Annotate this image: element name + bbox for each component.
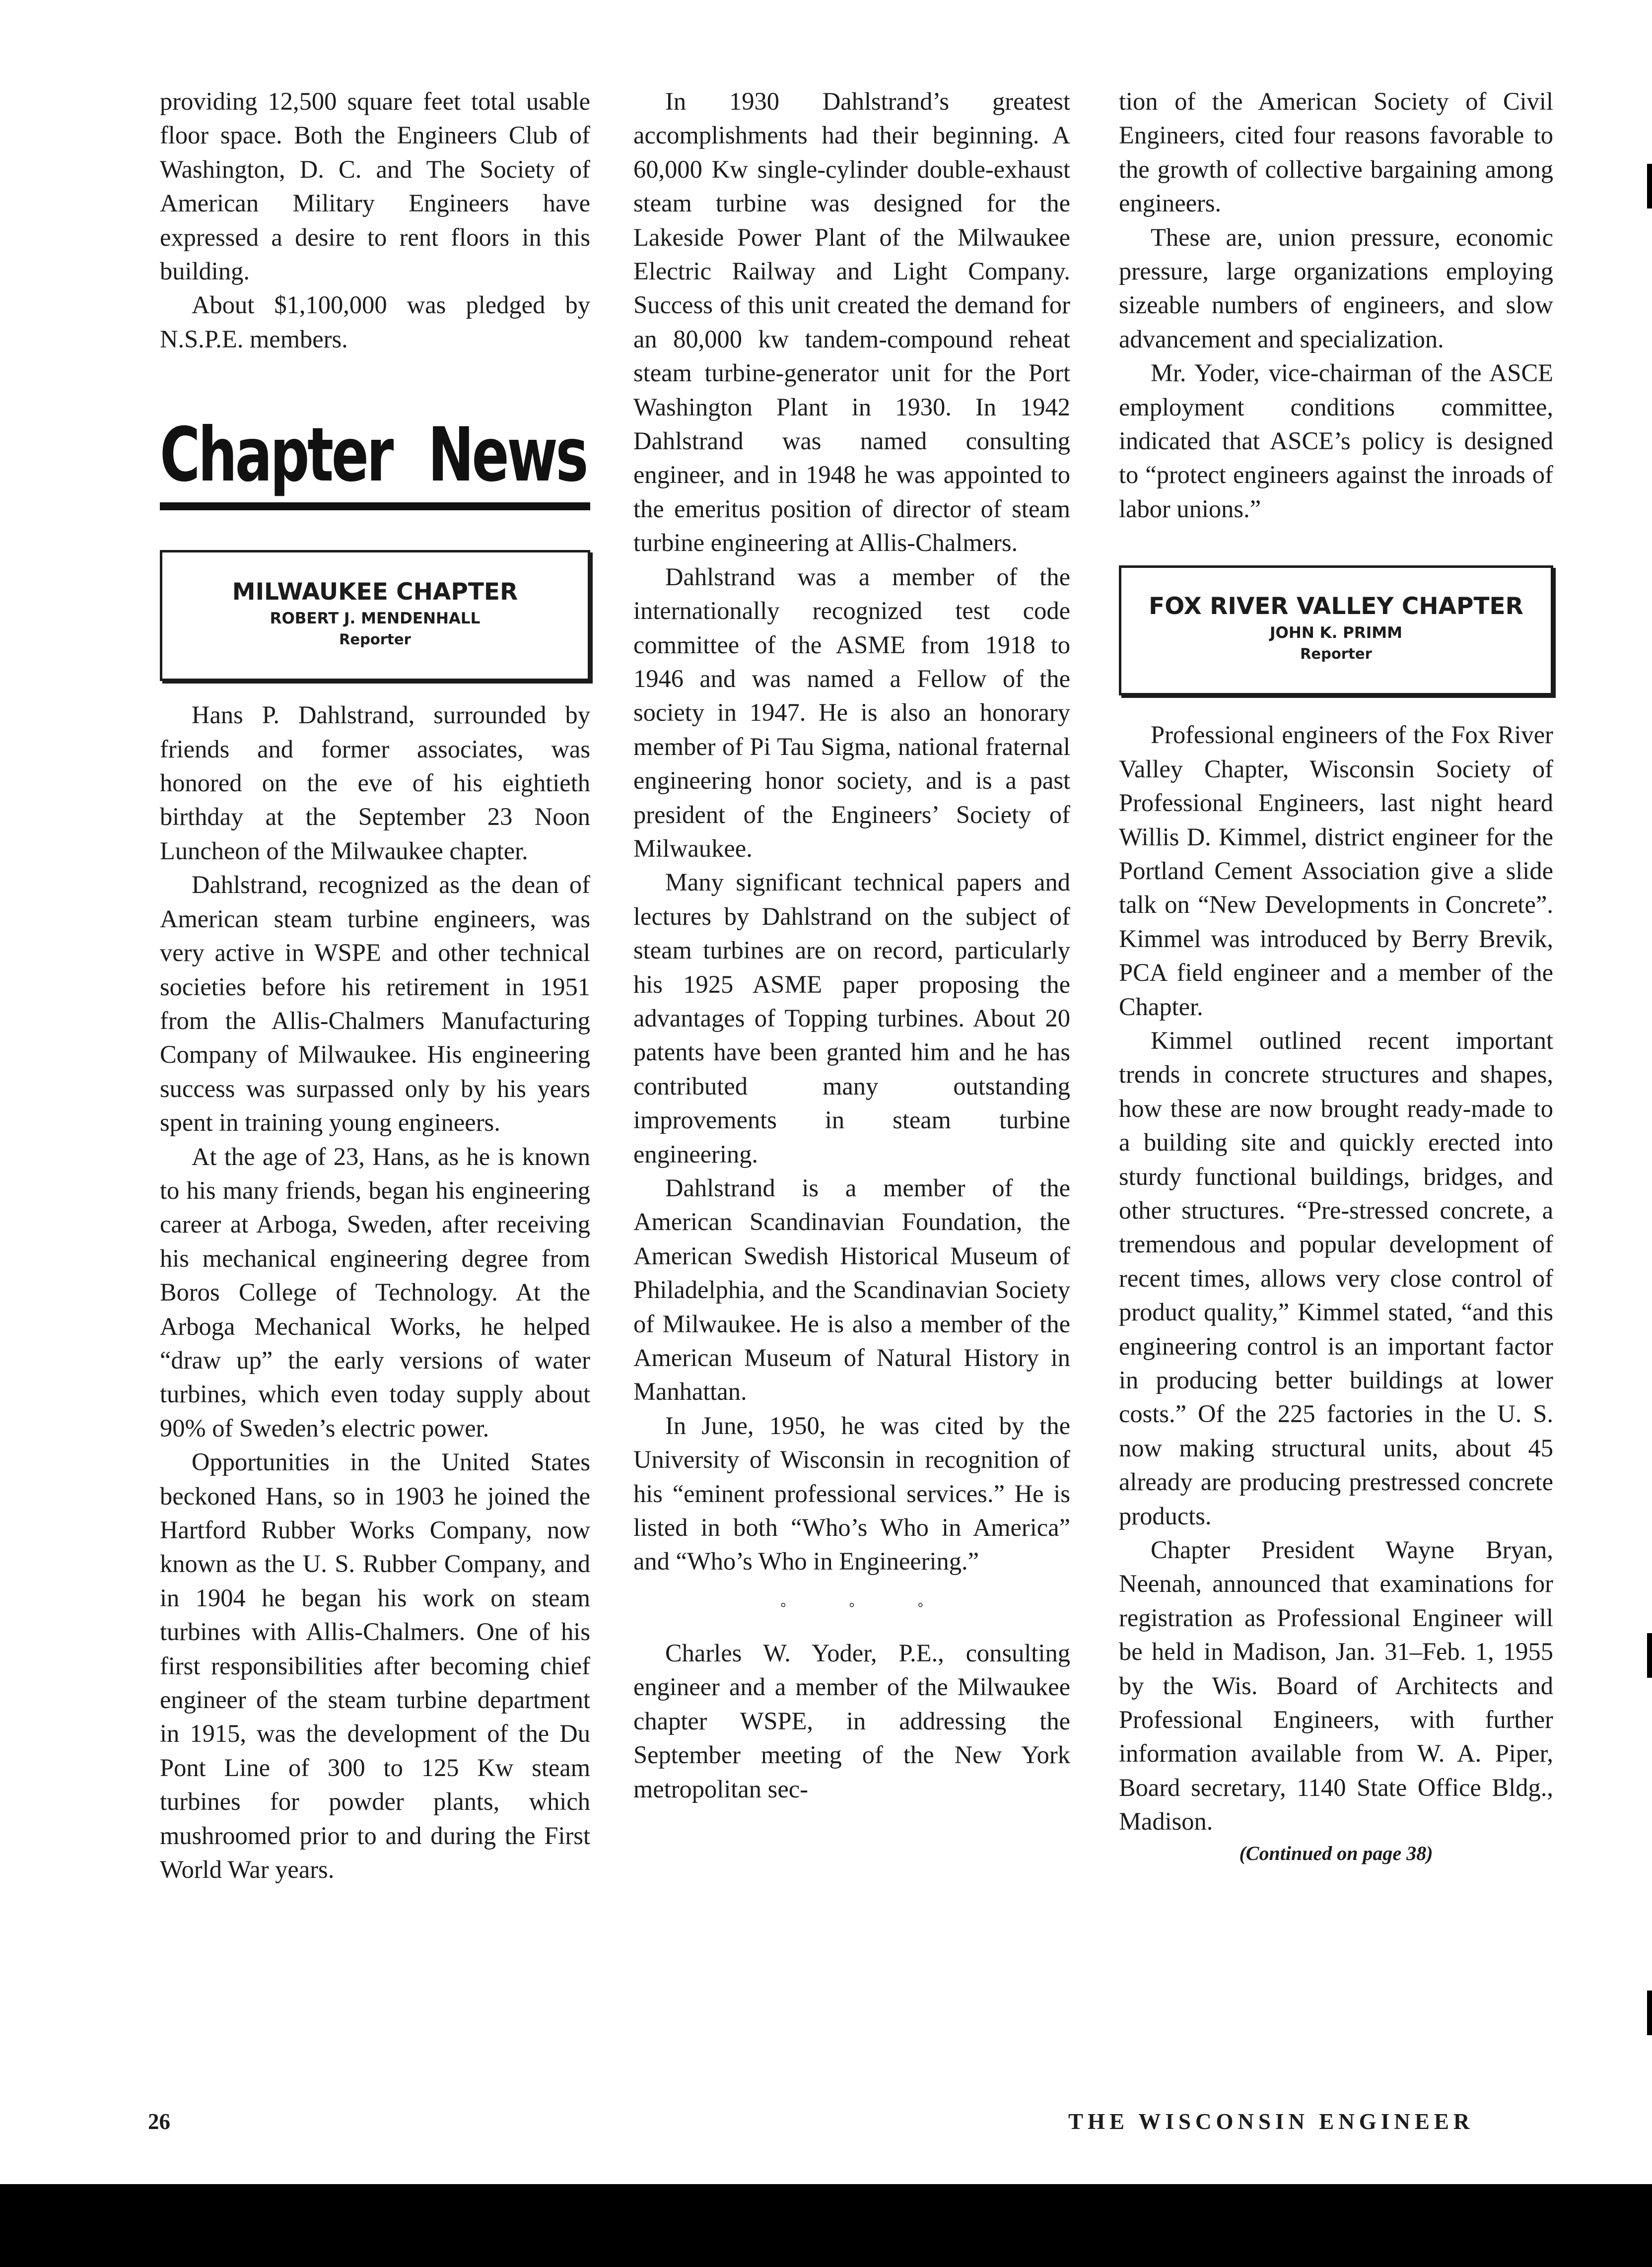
- paragraph: Mr. Yoder, vice-chairman of the ASCE employment conditions committee, indicated that ASCE’s policy is designed to “protect engineers against the inroads of labor unions.”: [1119, 359, 1553, 523]
- paragraph: In 1930 Dahlstrand’s greatest accomplishments had their beginning. A 60,000 Kw single-cylinder double-exhaust steam turbine was designed for the Lakeside Power Plant of the Milwaukee Electric Railway and Light Company. Success of this unit created the demand for an 80,000 kw tandem-compound reheat steam turbine-generator unit for the Port Washington Plant in 1930. In 1942 Dahlstrand was named consulting engineer, and in 1948 he was appointed to the emeritus position of director of steam turbine engineering at Allis-Chalmers.: [633, 87, 1070, 557]
- paragraph: About $1,100,000 was pledged by N.S.P.E. members.: [160, 291, 590, 353]
- reporter-role: Reporter: [339, 631, 411, 648]
- reporter-role: Reporter: [1300, 645, 1372, 663]
- section-heading: [160, 408, 590, 510]
- publication-title: THE WISCONSIN ENGINEER: [1068, 2109, 1474, 2134]
- paragraph: Dahlstrand, recognized as the dean of American steam turbine engineers, was very active in WSPE and other technical societies before his retirement in 1951 from the Allis-Chalmers Manufacturing Company of Milwaukee. His engineering success was surpassed only by his years spent in training young engineers.: [160, 871, 590, 1137]
- section-separator: ° ° °: [780, 1600, 953, 1616]
- column-1: [160, 84, 590, 1886]
- paragraph: These are, union pressure, economic pressure, large organizations employing sizeable numbers of engineers, and slow advancement and specialization.: [1119, 223, 1553, 353]
- paragraph: Kimmel outlined recent important trends in concrete structures and shapes, how these are now brought ready-made to a building site and quickly erected into sturdy functional buildings, bridges, and other structures. “Pre-stressed concrete, a tremendous and popular development of recent times, allows very close control of product quality,” Kimmel stated, “and this engineering control is an important factor in producing better buildings at lower costs.” Of the 225 factories in the U. S. now making structural units, about 45 already are producing prestressed concrete products.: [1119, 1026, 1553, 1530]
- continued-note: (Continued on page 38): [1239, 1842, 1433, 1864]
- page-number: 26: [148, 2109, 170, 2134]
- paragraph: In June, 1950, he was cited by the University of Wisconsin in recognition of his “eminent professional services.” He is listed in both “Who’s Who in America” and “Who’s Who in Engineering.”: [633, 1411, 1070, 1576]
- paragraph: Professional engineers of the Fox River Valley Chapter, Wisconsin Society of Professional Engineers, last night heard Willis D. Kimmel, district engineer for the Portland Cement Association give a slide talk on “New Developments in Concrete”. Kimmel was introduced by Berry Brevik, PCA field engineer and a member of the Chapter.: [1119, 721, 1553, 1021]
- paragraph: Opportunities in the United States beckoned Hans, so in 1903 he joined the Hartford Rubber Works Company, now known as the U. S. Rubber Company, and in 1904 he began his work on steam turbines with Allis-Chalmers. One of his first responsibilities after becoming chief engineer of the steam turbine department in 1915, was the development of the Du Pont Line of 300 to 125 Kw steam turbines for powder plants, which mushroomed prior to and during the First World War years.: [160, 1448, 590, 1884]
- chapter-name: MILWAUKEE CHAPTER: [232, 578, 518, 606]
- paragraph: At the age of 23, Hans, as he is known to his many friends, began his engineering career at Arboga, Sweden, after receiving his mechanical engineering degree from Boros College of Technology. At the Arboga Mechanical Works, he helped “draw up” the early versions of water turbines, which even today supply about 90% of Sweden’s electric power.: [160, 1142, 590, 1442]
- reporter-name: ROBERT J. MENDENHALL: [270, 610, 481, 628]
- paragraph: Dahlstrand was a member of the internationally recognized test code committee of the ASME from 1918 to 1946 and was named a Fellow of the society in 1947. He is also an honorary member of Pi Tau Sigma, national fraternal engineering honor society, and is a past president of the Engineers’ Society of Milwaukee.: [633, 562, 1070, 862]
- column-2: [633, 84, 1070, 1806]
- paragraph: tion of the American Society of Civil Engineers, cited four reasons favorable to the growth of collective bargaining among engineers.: [1119, 87, 1553, 217]
- paragraph: Hans P. Dahlstrand, surrounded by friends and former associates, was honored on the eve of his eightieth birthday at the September 23 Noon Luncheon of the Milwaukee chapter.: [160, 701, 590, 865]
- scan-edge-mark: [1647, 164, 1652, 208]
- paragraph: Charles W. Yoder, P.E., consulting engineer and a member of the Milwaukee chapter WSPE, in addressing the September meeting of the New York metropolitan sec-: [633, 1639, 1070, 1803]
- scan-edge-mark: [1647, 1991, 1652, 2035]
- heading-word-chapter: Chapter: [160, 412, 392, 499]
- paragraph: Chapter President Wayne Bryan, Neenah, announced that examinations for registration as Professional Engineer will be held in Madison, Jan. 31–Feb. 1, 1955 by the Wis. Board of Architects and Professional Engineers, with further information available from W. A. Piper, Board secretary, 1140 State Office Bldg., Madison.: [1119, 1536, 1553, 1836]
- paragraph: providing 12,500 square feet total usable floor space. Both the Engineers Club of Washington, D. C. and The Society of American Military Engineers have expressed a desire to rent floors in this building.: [160, 87, 590, 285]
- column-3: [1119, 84, 1553, 1868]
- scan-border: [0, 2184, 1652, 2267]
- paragraph: Dahlstrand is a member of the American Scandinavian Foundation, the American Swedish Historical Museum of Philadelphia, and the Scandinavian Society of Milwaukee. He is also a member of the American Museum of Natural History in Manhattan.: [633, 1174, 1070, 1406]
- reporter-name: JOHN K. PRIMM: [1270, 624, 1402, 642]
- scan-edge-mark: [1647, 1633, 1652, 1678]
- paragraph: Many significant technical papers and lectures by Dahlstrand on the subject of steam turbines are on record, particularly his 1925 ASME paper proposing the advantages of Topping turbines. About 20 patents have been granted him and he has contributed many outstanding improvements in steam turbine engineering.: [633, 868, 1070, 1168]
- heading-word-news: News: [428, 412, 587, 499]
- milwaukee-chapter-box: [160, 550, 590, 681]
- chapter-name: FOX RIVER VALLEY CHAPTER: [1149, 593, 1523, 620]
- fox-river-valley-chapter-box: [1119, 565, 1553, 695]
